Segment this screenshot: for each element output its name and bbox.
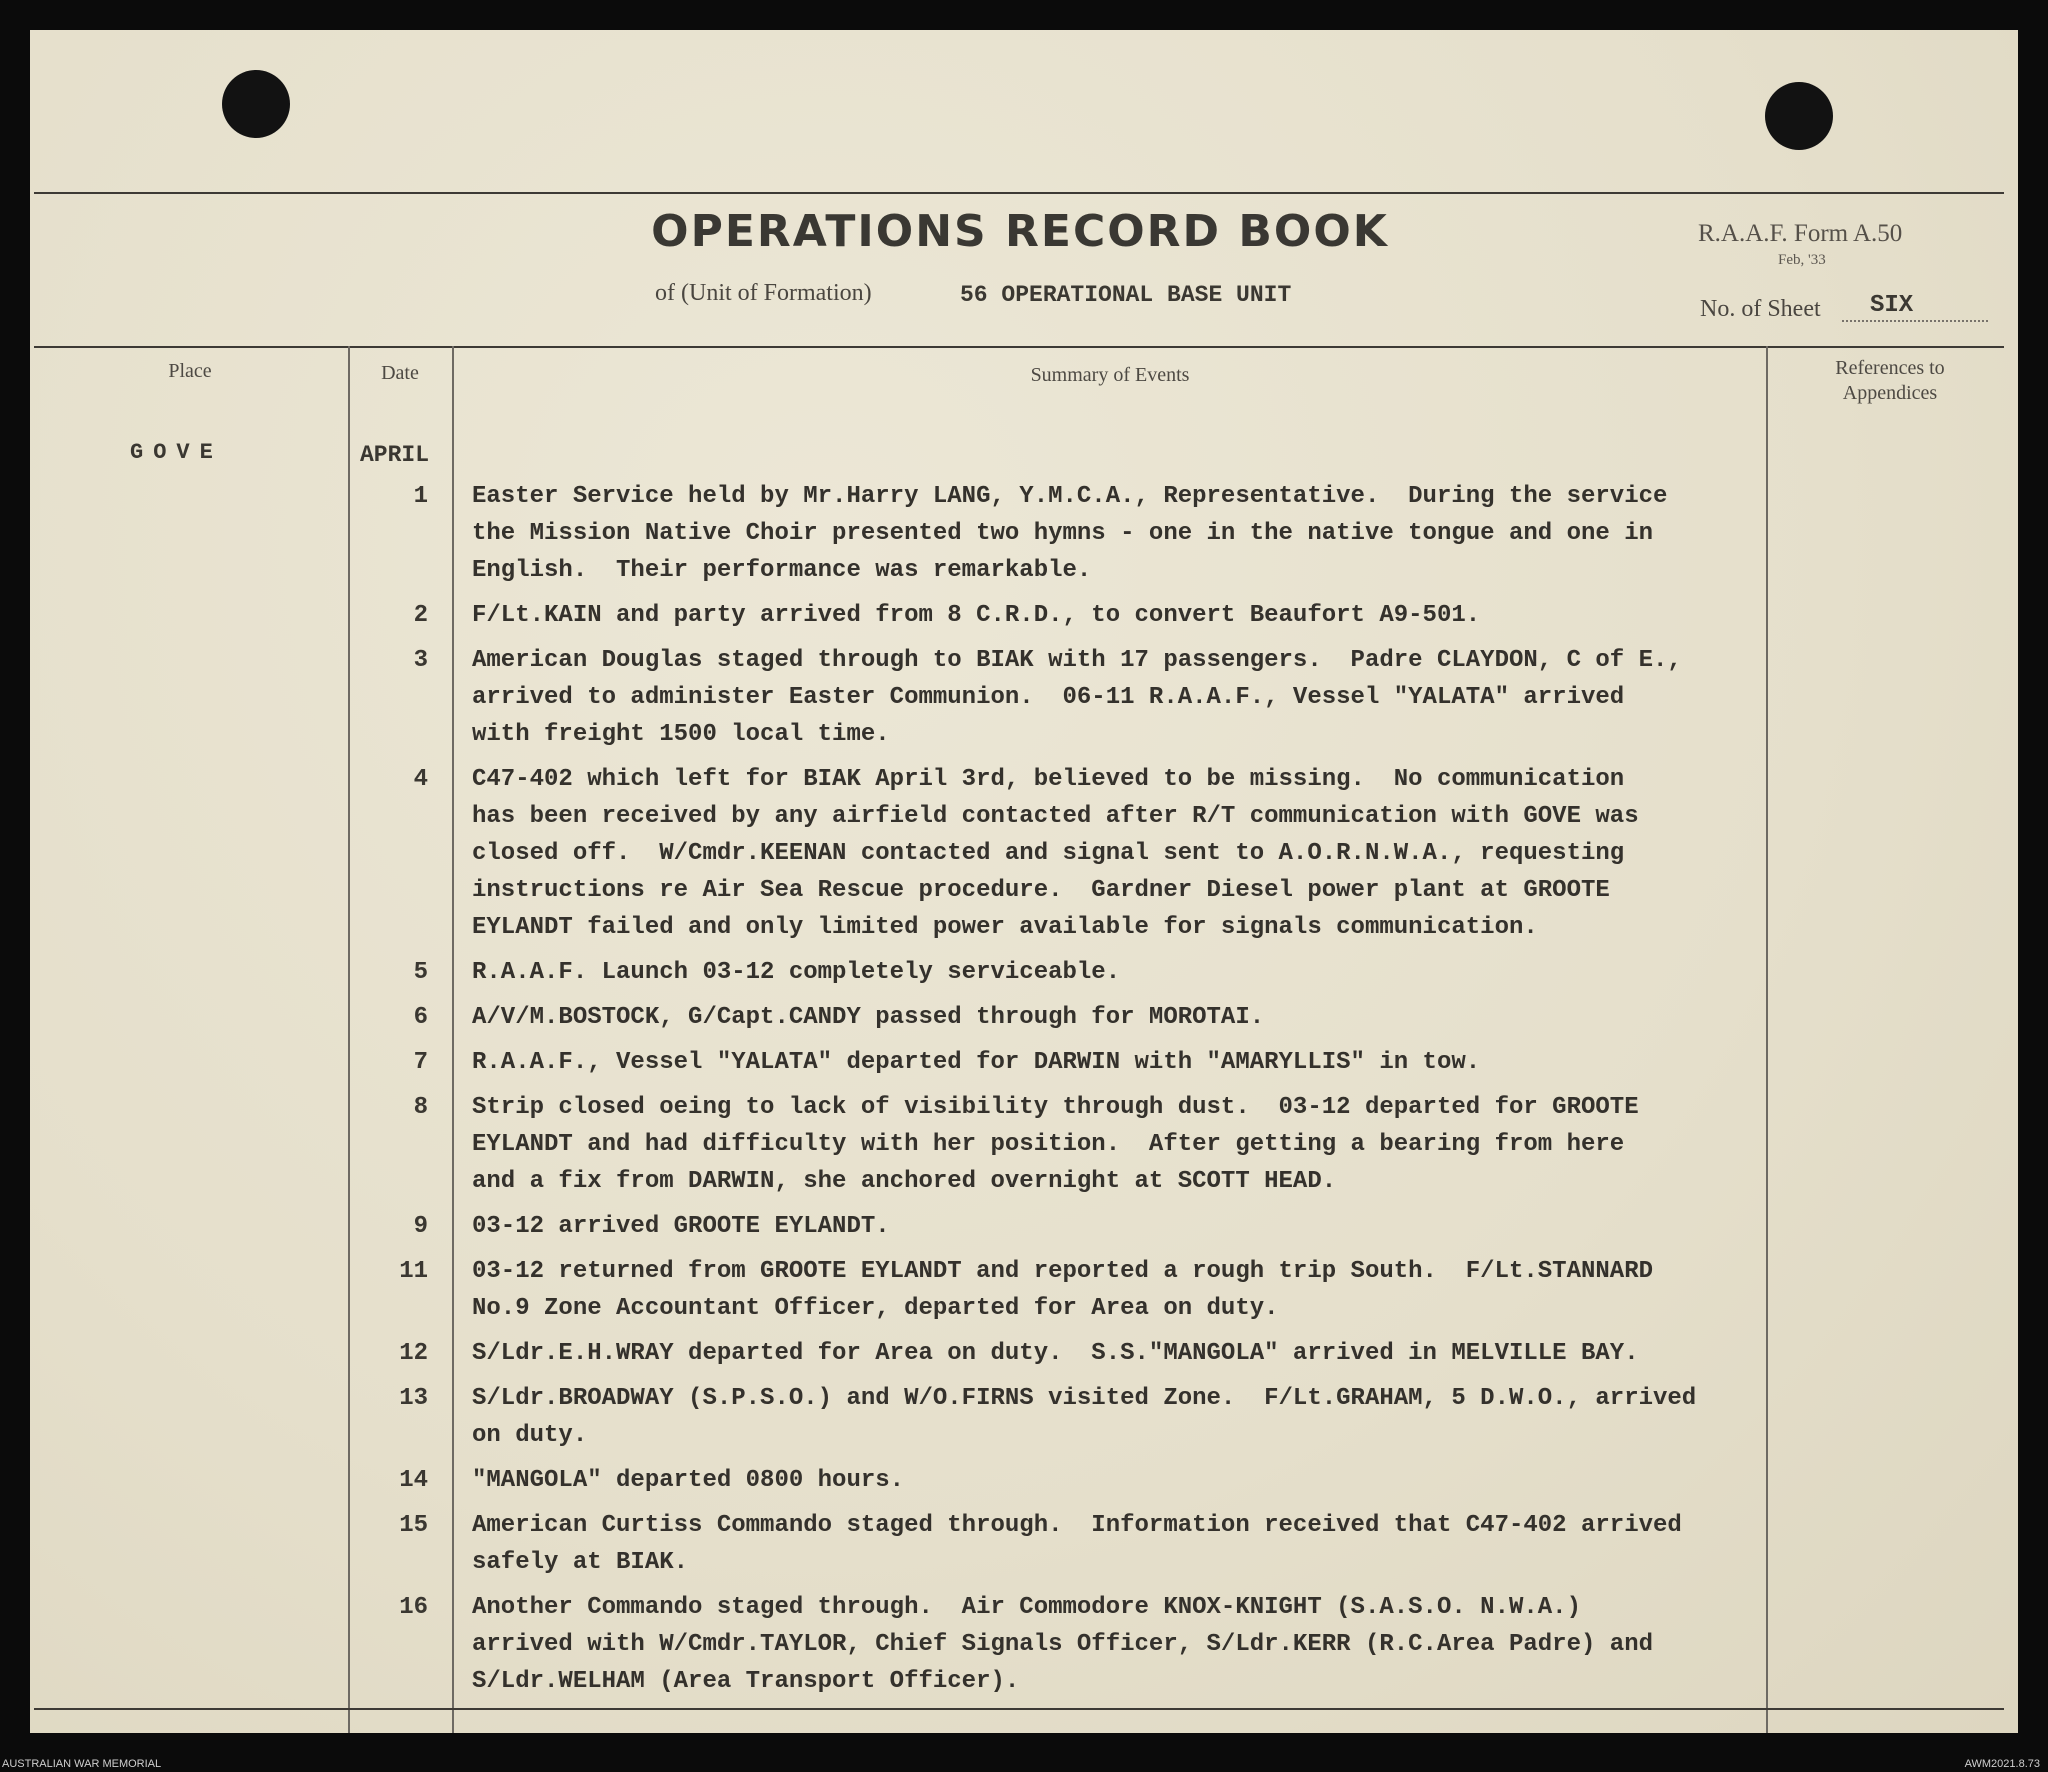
entry-date: 13: [399, 1385, 428, 1412]
month-value: APRIL: [360, 442, 430, 468]
entry-summary: C47-402 which left for BIAK April 3rd, believed to be missing. No communication has been received by any airfield contacted after R/T communication with GOVE was closed off. W/Cmdr.KEENAN contacted and signal sent to A.O.R.N.W.A., requesting instructions re Air Sea Rescue procedure. Gardner Diesel power plant at GROOTE EYLANDT failed and only limited power available for signals communication.: [472, 766, 1639, 941]
entry-summary: R.A.A.F. Launch 03-12 completely serviceable.: [472, 959, 1121, 986]
column-header-date: Date: [381, 362, 419, 384]
punch-hole-left: [222, 70, 290, 138]
place-value: GOVE: [130, 440, 223, 465]
top-rule: [34, 192, 2004, 194]
entry-summary: Another Commando staged through. Air Commodore KNOX-KNIGHT (S.A.S.O. N.W.A.) arrived with W/Cmdr.TAYLOR, Chief Signals Officer, S/Ldr.KERR (R.C.Area Padre) and S/Ldr.WELHAM (Area Transport Officer).: [472, 1594, 1653, 1695]
entry-summary: S/Ldr.E.H.WRAY departed for Area on duty. S.S."MANGOLA" arrived in MELVILLE BAY.: [472, 1340, 1639, 1367]
entry-date: 1: [413, 483, 428, 510]
event-entry: [30, 1462, 2018, 1499]
event-entry: [30, 642, 2018, 753]
entry-summary: "MANGOLA" departed 0800 hours.: [472, 1467, 905, 1494]
column-header-references: References to Appendices: [1835, 357, 1945, 404]
footer-accession: AWM2021.8.73: [1964, 1758, 2040, 1770]
entry-summary: F/Lt.KAIN and party arrived from 8 C.R.D., to convert Beaufort A9-501.: [472, 602, 1481, 629]
entry-summary: 03-12 arrived GROOTE EYLANDT.: [472, 1213, 890, 1240]
event-entry: [30, 761, 2018, 946]
header-rule: [34, 346, 2004, 348]
entry-date: 9: [413, 1213, 428, 1240]
event-entry: [30, 954, 2018, 991]
event-entry: [30, 1253, 2018, 1327]
column-header-place: Place: [168, 360, 212, 382]
bottom-rule: [34, 1708, 2004, 1710]
entry-summary: A/V/M.BOSTOCK, G/Capt.CANDY passed through for MOROTAI.: [472, 1004, 1265, 1031]
event-entry: [30, 1044, 2018, 1081]
entry-summary: S/Ldr.BROADWAY (S.P.S.O.) and W/O.FIRNS visited Zone. F/Lt.GRAHAM, 5 D.W.O., arrived on duty.: [472, 1385, 1697, 1449]
sheet-value: SIX: [1870, 292, 1914, 319]
entry-date: 7: [413, 1049, 428, 1076]
page-title: OPERATIONS RECORD BOOK: [651, 206, 1389, 257]
event-entry: [30, 999, 2018, 1036]
event-entry: [30, 478, 2018, 589]
entry-date: 12: [399, 1340, 428, 1367]
entry-date: 5: [413, 959, 428, 986]
event-entry: [30, 1208, 2018, 1245]
event-entry: [30, 1507, 2018, 1581]
entry-date: 4: [413, 766, 428, 793]
unit-value: 56 OPERATIONAL BASE UNIT: [960, 282, 1292, 308]
entry-date: 6: [413, 1004, 428, 1031]
entry-date: 16: [399, 1594, 428, 1621]
event-entry: [30, 1335, 2018, 1372]
entry-summary: R.A.A.F., Vessel "YALATA" departed for DARWIN with "AMARYLLIS" in tow.: [472, 1049, 1481, 1076]
entry-date: 3: [413, 647, 428, 674]
event-entry: [30, 597, 2018, 634]
event-entry: [30, 1380, 2018, 1454]
event-entry: [30, 1589, 2018, 1700]
form-date: Feb, '33: [1778, 252, 1826, 268]
entry-date: 2: [413, 602, 428, 629]
entry-date: 11: [399, 1258, 428, 1285]
column-header-summary: Summary of Events: [1030, 364, 1190, 386]
footer-credit: AUSTRALIAN WAR MEMORIAL: [2, 1758, 162, 1770]
entry-summary: American Douglas staged through to BIAK with 17 passengers. Padre CLAYDON, C of E., arrived to administer Easter Communion. 06-11 R.A.A.F., Vessel "YALATA" arrived with freight 1500 local time.: [472, 647, 1682, 748]
record-sheet: [30, 30, 2018, 1733]
punch-hole-right: [1765, 82, 1833, 150]
entry-date: 15: [399, 1512, 428, 1539]
event-entries: [30, 478, 2018, 1708]
form-number: R.A.A.F. Form A.50: [1698, 220, 1903, 247]
sheet-dotted-line: [1842, 320, 1988, 322]
event-entry: [30, 1089, 2018, 1200]
entry-summary: 03-12 returned from GROOTE EYLANDT and reported a rough trip South. F/Lt.STANNARD No.9 Zone Accountant Officer, departed for Area on duty.: [472, 1258, 1653, 1322]
entry-summary: Easter Service held by Mr.Harry LANG, Y.M.C.A., Representative. During the service the Mission Native Choir presented two hymns - one in the native tongue and one in English. Their performance was remarkable.: [472, 483, 1668, 584]
entry-summary: American Curtiss Commando staged through. Information received that C47-402 arrived safely at BIAK.: [472, 1512, 1682, 1576]
sheet-label: No. of Sheet: [1700, 296, 1821, 322]
entry-date: 14: [399, 1467, 428, 1494]
entry-summary: Strip closed oeing to lack of visibility through dust. 03-12 departed for GROOTE EYLANDT and had difficulty with her position. After getting a bearing from here and a fix from DARWIN, she anchored overnight at SCOTT HEAD.: [472, 1094, 1639, 1195]
unit-label: of (Unit of Formation): [655, 280, 872, 306]
entry-date: 8: [413, 1094, 428, 1121]
